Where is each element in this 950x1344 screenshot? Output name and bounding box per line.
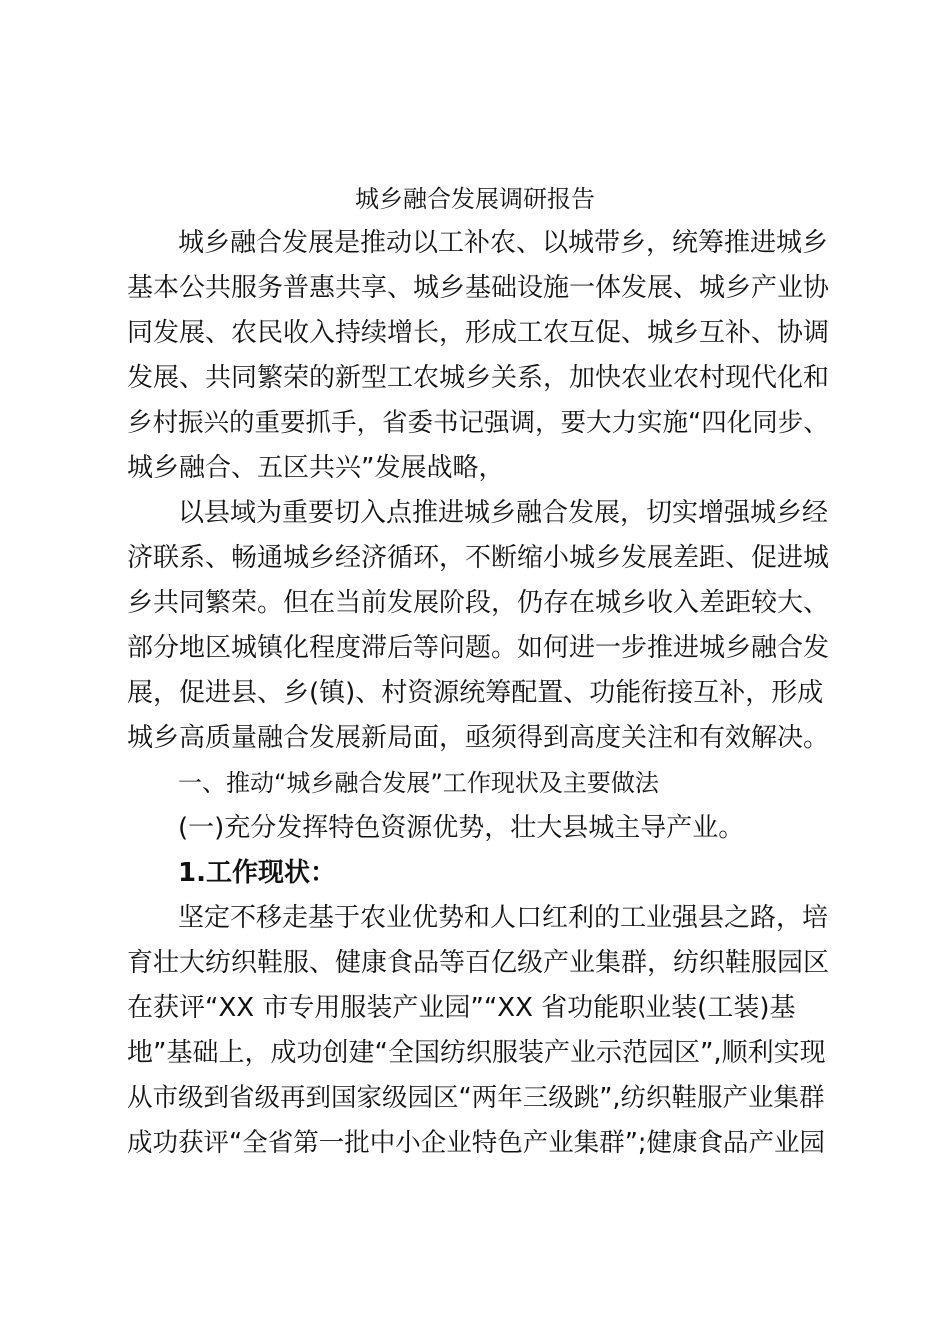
paragraph-line: 城乡融合、五区共兴”发展战略， [127, 453, 505, 483]
paragraph-line: 地”基础上，成功创建“全国纺织服装产业示范园区”,顺利实现 [127, 1038, 826, 1068]
paragraph-line: 从市级到省级再到国家级园区“两年三级跳”,纺织鞋服产业集群 [127, 1083, 825, 1113]
paragraph-line: 城乡高质量融合发展新局面，亟须得到高度关注和有效解决。 [127, 723, 830, 753]
paragraph-line: 以县域为重要切入点推进城乡融合发展，切实增强城乡经 [178, 498, 829, 528]
paragraph-line: 乡共同繁荣。但在当前发展阶段，仍存在城乡收入差距较大、 [127, 588, 830, 618]
subsection-label: 1.工作现状： [178, 858, 336, 888]
paragraph-line: 城乡融合发展是推动以工补农、以城带乡，统筹推进城乡 [178, 228, 829, 258]
paragraph-line: 坚定不移走基于农业优势和人口红利的工业强县之路，培 [178, 903, 829, 933]
paragraph-line: 育壮大纺织鞋服、健康食品等百亿级产业集群，纺织鞋服园区 [127, 948, 830, 978]
subsection-heading: (一)充分发挥特色资源优势，壮大县城主导产业。 [178, 813, 745, 843]
paragraph-line: 在获评“XX 市专用服装产业园”“XX 省功能职业装(工装)基 [127, 993, 796, 1023]
paragraph-line: 乡村振兴的重要抓手，省委书记强调，要大力实施“四化同步、 [127, 408, 829, 438]
section-heading: 一、推动“城乡融合发展”工作现状及主要做法 [178, 769, 659, 797]
paragraph-line: 部分地区城镇化程度滞后等问题。如何进一步推进城乡融合发 [127, 633, 830, 663]
paragraph-line: 济联系、畅通城乡经济循环，不断缩小城乡发展差距、促进城 [127, 543, 830, 573]
paragraph-line: 展，促进县、乡(镇)、村资源统筹配置、功能衔接互补，形成 [127, 678, 824, 708]
paragraph-line: 发展、共同繁荣的新型工农城乡关系，加快农业农村现代化和 [127, 363, 830, 393]
paragraph-line: 基本公共服务普惠共享、城乡基础设施一体发展、城乡产业协 [127, 273, 830, 303]
document-title: 城乡融合发展调研报告 [355, 185, 595, 213]
paragraph-line: 同发展、农民收入持续增长，形成工农互促、城乡互补、协调 [127, 318, 830, 348]
paragraph-line: 成功获评“全省第一批中小企业特色产业集群”;健康食品产业园 [127, 1128, 826, 1158]
